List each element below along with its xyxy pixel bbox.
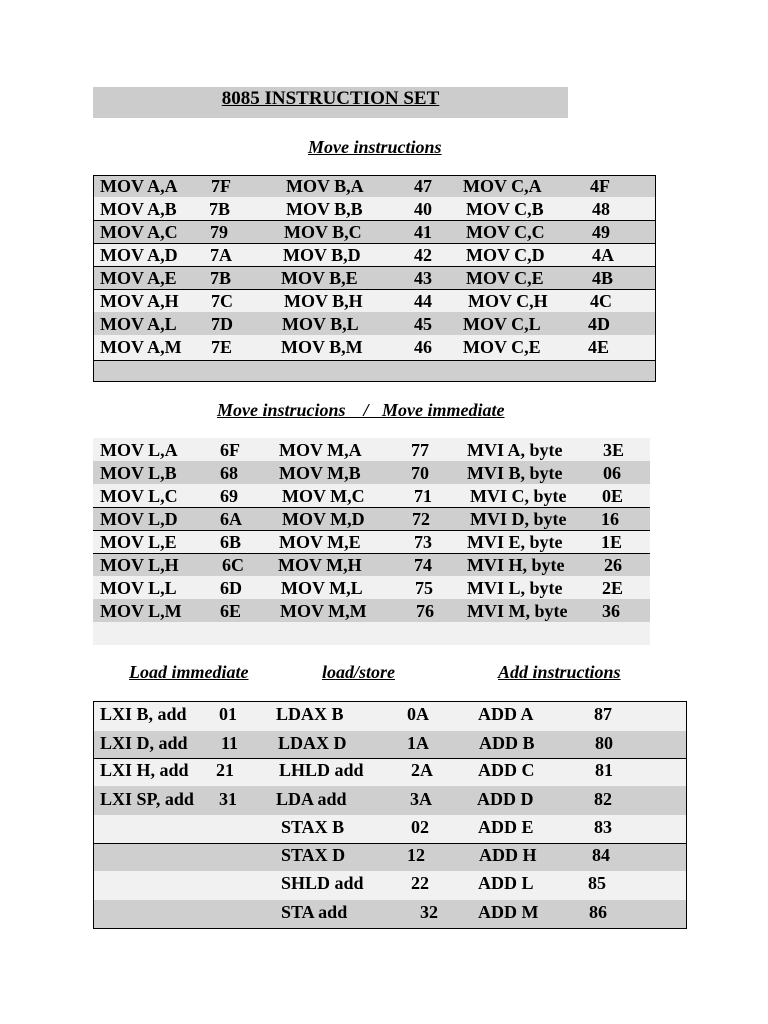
instruction-mnemonic: MOV M,C	[282, 486, 365, 506]
instruction-mnemonic: MVI B, byte	[467, 463, 563, 483]
instruction-opcode: 4F	[590, 176, 610, 196]
instruction-opcode: 7D	[211, 314, 233, 334]
instruction-mnemonic: MVI C, byte	[470, 486, 567, 506]
instruction-opcode: 1E	[601, 532, 623, 552]
instruction-opcode: 76	[416, 601, 434, 621]
instruction-opcode: 82	[594, 789, 612, 809]
instruction-opcode: 6D	[220, 578, 242, 598]
instruction-mnemonic: ADD L	[478, 873, 534, 893]
instruction-opcode: 77	[411, 440, 429, 460]
instruction-mnemonic: MOV M,L	[281, 578, 363, 598]
instruction-mnemonic: MOV C,L	[463, 314, 541, 334]
section1-heading: Move instructions	[308, 137, 442, 157]
instruction-opcode: 87	[594, 704, 612, 724]
instruction-mnemonic: MOV B,M	[281, 337, 363, 357]
instruction-opcode: 86	[589, 902, 607, 922]
instruction-opcode: 42	[414, 245, 432, 265]
instruction-opcode: 2A	[411, 760, 433, 780]
instruction-mnemonic: SHLD add	[281, 873, 364, 893]
instruction-opcode: 21	[216, 760, 234, 780]
instruction-opcode: 3A	[410, 789, 432, 809]
instruction-mnemonic: STA add	[281, 902, 348, 922]
instruction-mnemonic: ADD C	[478, 760, 535, 780]
instruction-mnemonic: LHLD add	[279, 760, 364, 780]
instruction-opcode: 80	[595, 733, 613, 753]
instruction-mnemonic: MOV A,M	[100, 337, 182, 357]
instruction-opcode: 7B	[209, 199, 231, 219]
instruction-mnemonic: MVI M, byte	[467, 601, 568, 621]
instruction-mnemonic: ADD A	[478, 704, 534, 724]
instruction-opcode: 12	[407, 845, 425, 865]
instruction-opcode: 4C	[590, 291, 612, 311]
instruction-mnemonic: STAX B	[281, 817, 345, 837]
instruction-mnemonic: ADD M	[478, 902, 539, 922]
instruction-opcode: 6F	[220, 440, 240, 460]
instruction-opcode: 11	[221, 733, 239, 753]
instruction-opcode: 6C	[222, 555, 244, 575]
instruction-mnemonic: MOV B,E	[281, 268, 358, 288]
instruction-opcode: 40	[414, 199, 432, 219]
instruction-mnemonic: MOV L,M	[100, 601, 182, 621]
instruction-opcode: 6E	[220, 601, 242, 621]
row-divider	[93, 701, 687, 702]
table-border	[686, 701, 687, 929]
instruction-mnemonic: ADD E	[478, 817, 534, 837]
instruction-opcode: 48	[592, 199, 610, 219]
instruction-opcode: 36	[602, 601, 620, 621]
instruction-mnemonic: MVI L, byte	[467, 578, 563, 598]
instruction-mnemonic: LXI B, add	[100, 704, 187, 724]
section3-heading-load-immediate: Load immediate	[129, 662, 249, 682]
instruction-mnemonic: LXI SP, add	[100, 789, 194, 809]
instruction-mnemonic: MOV L,B	[100, 463, 177, 483]
instruction-mnemonic: LXI H, add	[100, 760, 189, 780]
instruction-mnemonic: MOV C,D	[466, 245, 545, 265]
instruction-opcode: 31	[219, 789, 237, 809]
instruction-mnemonic: MOV B,H	[284, 291, 363, 311]
page-title: 8085 INSTRUCTION SET	[221, 88, 440, 109]
instruction-opcode: 79	[210, 222, 228, 242]
instruction-mnemonic: MOV M,H	[278, 555, 362, 575]
row-divider	[93, 928, 687, 929]
instruction-mnemonic: STAX D	[281, 845, 346, 865]
instruction-mnemonic: MOV B,L	[282, 314, 359, 334]
row-band	[93, 266, 656, 289]
instruction-opcode: 70	[411, 463, 429, 483]
instruction-opcode: 74	[414, 555, 432, 575]
instruction-mnemonic: MOV B,C	[284, 222, 362, 242]
row-band	[93, 197, 656, 220]
instruction-mnemonic: MOV B,B	[286, 199, 363, 219]
instruction-opcode: 2E	[602, 578, 624, 598]
instruction-opcode: 4E	[588, 337, 610, 357]
instruction-mnemonic: MOV B,A	[286, 176, 364, 196]
instruction-opcode: 81	[595, 760, 613, 780]
instruction-opcode: 44	[414, 291, 432, 311]
instruction-mnemonic: LDAX D	[278, 733, 347, 753]
instruction-opcode: 7A	[210, 245, 232, 265]
instruction-opcode: 4A	[592, 245, 614, 265]
instruction-opcode: 49	[592, 222, 610, 242]
row-band	[93, 622, 650, 645]
section2-heading: Move instrucions / Move immediate	[217, 400, 505, 420]
row-divider	[93, 360, 656, 361]
instruction-opcode: 26	[604, 555, 622, 575]
table-border	[655, 175, 656, 382]
instruction-mnemonic: MOV B,D	[283, 245, 361, 265]
instruction-mnemonic: MOV L,H	[100, 555, 179, 575]
instruction-mnemonic: MOV L,A	[100, 440, 178, 460]
instruction-opcode: 72	[412, 509, 430, 529]
instruction-mnemonic: MOV A,C	[100, 222, 178, 242]
instruction-mnemonic: MOV A,B	[100, 199, 177, 219]
instruction-opcode: 7E	[211, 337, 233, 357]
instruction-opcode: 7B	[210, 268, 232, 288]
instruction-mnemonic: MOV C,A	[463, 176, 542, 196]
instruction-mnemonic: MOV L,D	[100, 509, 178, 529]
instruction-opcode: 46	[414, 337, 432, 357]
instruction-mnemonic: LXI D, add	[100, 733, 188, 753]
instruction-opcode: 01	[219, 704, 237, 724]
instruction-opcode: 0E	[602, 486, 624, 506]
instruction-opcode: 06	[603, 463, 621, 483]
instruction-opcode: 16	[601, 509, 619, 529]
table-border	[93, 175, 94, 382]
instruction-opcode: 69	[220, 486, 238, 506]
instruction-mnemonic: MOV A,A	[100, 176, 178, 196]
instruction-mnemonic: ADD H	[479, 845, 537, 865]
instruction-opcode: 84	[592, 845, 610, 865]
instruction-mnemonic: LDAX B	[276, 704, 344, 724]
instruction-opcode: 3E	[603, 440, 625, 460]
instruction-mnemonic: MOV A,D	[100, 245, 178, 265]
instruction-opcode: 75	[415, 578, 433, 598]
instruction-opcode: 85	[588, 873, 606, 893]
instruction-opcode: 73	[414, 532, 432, 552]
instruction-mnemonic: ADD B	[479, 733, 535, 753]
row-divider	[93, 381, 656, 382]
instruction-opcode: 45	[414, 314, 432, 334]
instruction-mnemonic: MVI E, byte	[467, 532, 563, 552]
instruction-mnemonic: MOV A,E	[100, 268, 177, 288]
row-band	[93, 312, 656, 335]
instruction-opcode: 43	[414, 268, 432, 288]
instruction-opcode: 7C	[211, 291, 233, 311]
instruction-opcode: 4D	[588, 314, 610, 334]
instruction-mnemonic: MOV A,H	[100, 291, 179, 311]
instruction-mnemonic: MOV M,D	[282, 509, 365, 529]
instruction-mnemonic: MOV C,E	[466, 268, 544, 288]
instruction-mnemonic: ADD D	[477, 789, 534, 809]
instruction-opcode: 32	[420, 902, 438, 922]
instruction-mnemonic: MVI H, byte	[467, 555, 565, 575]
instruction-mnemonic: MVI A, byte	[467, 440, 563, 460]
instruction-opcode: 71	[414, 486, 432, 506]
instruction-mnemonic: MOV C,C	[466, 222, 545, 242]
instruction-mnemonic: MOV M,B	[279, 463, 361, 483]
instruction-mnemonic: MVI D, byte	[470, 509, 567, 529]
instruction-opcode: 41	[414, 222, 432, 242]
instruction-opcode: 83	[594, 817, 612, 837]
instruction-opcode: 22	[411, 873, 429, 893]
instruction-opcode: 68	[220, 463, 238, 483]
section3-heading-add: Add instructions	[498, 662, 621, 682]
instruction-mnemonic: LDA add	[276, 789, 347, 809]
instruction-opcode: 02	[411, 817, 429, 837]
instruction-mnemonic: MOV L,L	[100, 578, 177, 598]
instruction-opcode: 6B	[220, 532, 242, 552]
instruction-opcode: 6A	[220, 509, 242, 529]
instruction-mnemonic: MOV L,E	[100, 532, 177, 552]
row-band	[93, 360, 656, 382]
instruction-opcode: 1A	[407, 733, 429, 753]
instruction-mnemonic: MOV L,C	[100, 486, 178, 506]
instruction-mnemonic: MOV M,M	[280, 601, 367, 621]
instruction-opcode: 0A	[407, 704, 429, 724]
instruction-mnemonic: MOV C,E	[463, 337, 541, 357]
instruction-mnemonic: MOV C,H	[468, 291, 548, 311]
table-border	[93, 701, 94, 929]
instruction-opcode: 7F	[211, 176, 231, 196]
instruction-mnemonic: MOV M,E	[279, 532, 361, 552]
instruction-mnemonic: MOV C,B	[466, 199, 544, 219]
instruction-opcode: 4B	[592, 268, 614, 288]
section3-heading-load-store: load/store	[322, 662, 396, 682]
instruction-opcode: 47	[414, 176, 432, 196]
instruction-mnemonic: MOV M,A	[279, 440, 362, 460]
instruction-mnemonic: MOV A,L	[100, 314, 177, 334]
